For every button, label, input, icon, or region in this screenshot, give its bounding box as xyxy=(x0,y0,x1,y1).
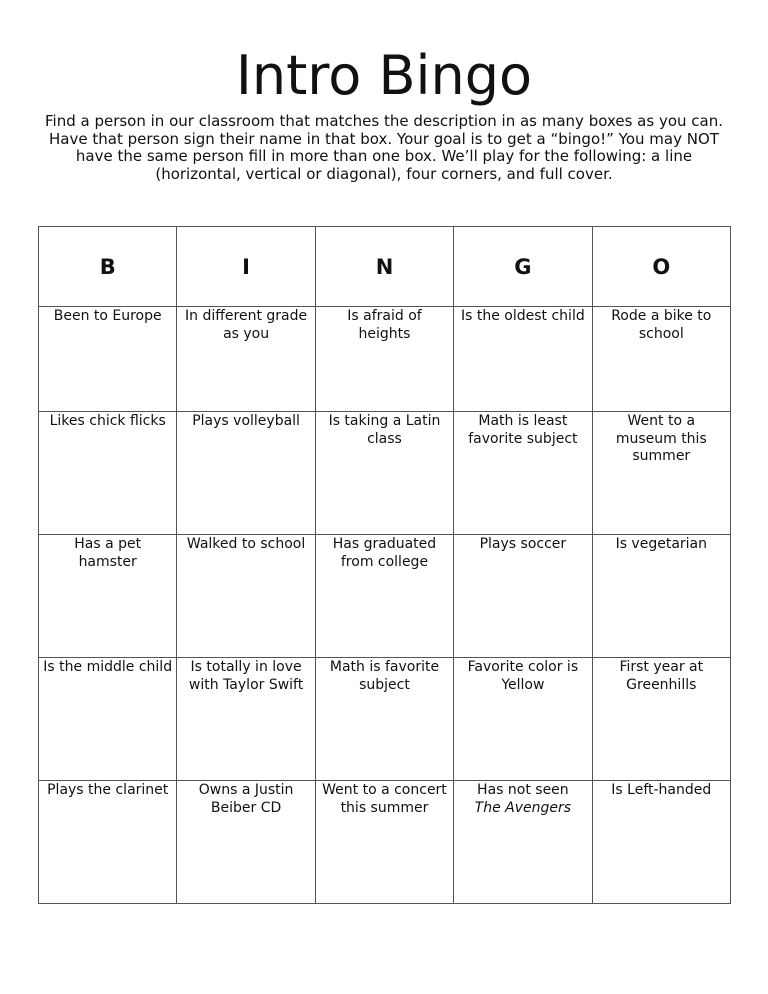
bingo-square[interactable]: In different grade as you xyxy=(177,307,315,412)
bingo-square[interactable]: Is the oldest child xyxy=(454,307,592,412)
bingo-square[interactable]: Has graduated from college xyxy=(315,535,453,658)
bingo-square[interactable]: Plays soccer xyxy=(454,535,592,658)
header-n: N xyxy=(315,227,453,307)
bingo-row xyxy=(39,658,731,781)
bingo-square[interactable]: Plays volleyball xyxy=(177,412,315,535)
bingo-square[interactable]: Is taking a Latin class xyxy=(315,412,453,535)
bingo-row xyxy=(39,535,731,658)
header-g: G xyxy=(454,227,592,307)
bingo-header-row xyxy=(39,227,731,307)
bingo-square[interactable]: Plays the clarinet xyxy=(39,781,177,904)
bingo-square[interactable]: Went to a museum this summer xyxy=(592,412,730,535)
bingo-square-text: Has not seen xyxy=(477,782,569,798)
header-b: B xyxy=(39,227,177,307)
bingo-square[interactable]: Walked to school xyxy=(177,535,315,658)
bingo-square[interactable] xyxy=(454,781,592,904)
bingo-square[interactable]: Has a pet hamster xyxy=(39,535,177,658)
bingo-square[interactable]: Is Left-handed xyxy=(592,781,730,904)
page-title: Intro Bingo xyxy=(235,44,533,107)
header-i: I xyxy=(177,227,315,307)
header-o: O xyxy=(592,227,730,307)
bingo-card xyxy=(38,226,731,904)
bingo-square[interactable]: First year at Greenhills xyxy=(592,658,730,781)
bingo-square[interactable]: Is totally in love with Taylor Swift xyxy=(177,658,315,781)
bingo-square[interactable]: Favorite color is Yellow xyxy=(454,658,592,781)
bingo-row xyxy=(39,412,731,535)
bingo-square[interactable]: Went to a concert this summer xyxy=(315,781,453,904)
bingo-square[interactable]: Is afraid of heights xyxy=(315,307,453,412)
bingo-square[interactable]: Is vegetarian xyxy=(592,535,730,658)
bingo-row xyxy=(39,781,731,904)
bingo-row xyxy=(39,307,731,412)
bingo-square[interactable]: Is the middle child xyxy=(39,658,177,781)
bingo-square[interactable]: Been to Europe xyxy=(39,307,177,412)
bingo-square[interactable]: Rode a bike to school xyxy=(592,307,730,412)
bingo-square[interactable]: Owns a Justin Beiber CD xyxy=(177,781,315,904)
bingo-square[interactable]: Math is least favorite subject xyxy=(454,412,592,535)
avengers-title: The Avengers xyxy=(474,799,572,816)
bingo-square[interactable]: Likes chick flicks xyxy=(39,412,177,535)
bingo-square[interactable]: Math is favorite subject xyxy=(315,658,453,781)
instructions-text: Find a person in our classroom that matches the description in as many boxes as you can. Have that person sign their name in that box. Your goal is to get a “bingo!” You may NOT have the same person fill in more than one box. We’ll play for the following: a line (horizontal, vertical or diagonal), four corners, and full cover. xyxy=(44,112,723,183)
